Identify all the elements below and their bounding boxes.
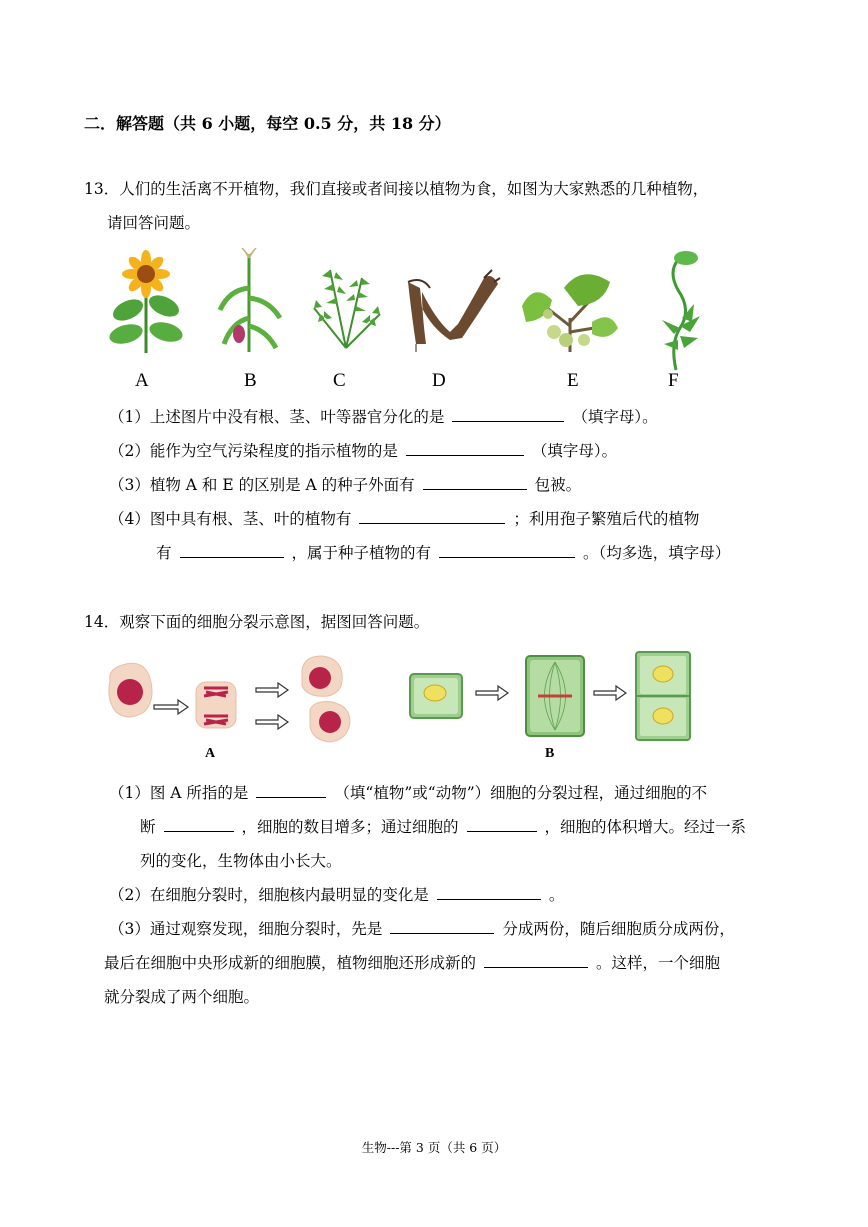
- q14-sub3-text2: 分成两份，随后细胞质分成两份，: [502, 920, 735, 938]
- q13-sub4-text3: 有: [156, 544, 172, 562]
- q14-sub3-line2: [104, 952, 720, 974]
- plant-e-ginkgo-image: [512, 248, 622, 358]
- q13-sub3-suffix: 包被。: [534, 476, 582, 494]
- q14-sub1-text4: ，细胞的数目增多；通过细胞的: [241, 818, 459, 836]
- q14-sub3-line1: [109, 918, 735, 940]
- q14-sub1-text: （1）图 A 所指的是: [109, 784, 249, 802]
- plant-label-a: A: [135, 370, 149, 391]
- q14-sub3-text3: 最后在细胞中央形成新的细胞膜，植物细胞还形成新的: [104, 954, 477, 972]
- q13-sub4-text2: ；利用孢子繁殖后代的植物: [513, 510, 700, 528]
- q13-sub3-blank[interactable]: [423, 474, 527, 490]
- q14-sub1-line2: [140, 816, 746, 838]
- q13-sub2-suffix: （填字母）。: [531, 442, 618, 460]
- plant-label-f: F: [668, 370, 679, 391]
- q13-sub1: [109, 406, 658, 428]
- figure-a-label: A: [205, 746, 216, 761]
- q13-sub1-blank[interactable]: [452, 406, 564, 422]
- q14-sub3-line3: 就分裂成了两个细胞。: [104, 988, 260, 1006]
- plant-cell-division-figure: [404, 648, 696, 744]
- q14-sub1-text2: （填“植物”或“动物”）细胞的分裂过程，通过细胞的不: [334, 784, 708, 802]
- q14-sub1-text3: 断: [140, 818, 156, 836]
- q13-sub3-text: （3）植物 A 和 E 的区别是 A 的种子外面有: [109, 476, 415, 494]
- q13-stem-line1: 13．人们的生活离不开植物，我们直接或者间接以植物为食，如图为大家熟悉的几种植物，: [84, 180, 709, 198]
- q13-stem-line2: 请回答问题。: [107, 214, 201, 232]
- plant-c-fern-image: [306, 248, 386, 358]
- q14-sub1-blank-growth[interactable]: [467, 816, 537, 832]
- plant-label-c: C: [333, 370, 346, 391]
- q14-sub3-text: （3）通过观察发现，细胞分裂时，先是: [109, 920, 383, 938]
- q13-sub4-text4: ，属于种子植物的有: [291, 544, 432, 562]
- q14-stem: 14．观察下面的细胞分裂示意图，据图回答问题。: [84, 613, 430, 631]
- plant-a-sunflower-image: [104, 248, 188, 358]
- figure-b-label: B: [545, 746, 555, 761]
- page-footer: 生物---第 3 页（共 6 页）: [361, 1140, 507, 1155]
- q13-sub4-blank-roots[interactable]: [359, 508, 505, 524]
- plant-d-seaweed-image: [402, 248, 502, 358]
- plant-label-b: B: [244, 370, 257, 391]
- plant-label-d: D: [432, 370, 446, 391]
- q13-sub4-blank-spore[interactable]: [180, 542, 284, 558]
- plant-f-sprout-image: [648, 248, 718, 372]
- q14-sub2-blank[interactable]: [437, 884, 541, 900]
- q13-sub1-text: （1）上述图片中没有根、茎、叶等器官分化的是: [109, 408, 445, 426]
- q14-sub1-line3: 列的变化，生物体由小长大。: [140, 852, 342, 870]
- q14-sub1-blank-type[interactable]: [256, 782, 326, 798]
- q14-sub3-blank-first[interactable]: [390, 918, 494, 934]
- q14-sub2-text: （2）在细胞分裂时，细胞核内最明显的变化是: [109, 886, 429, 904]
- plant-b-corn-image: [214, 248, 284, 358]
- q14-sub1-text5: ，细胞的体积增大。经过一系: [544, 818, 747, 836]
- q13-sub4-blank-seed[interactable]: [439, 542, 575, 558]
- q14-sub1-line1: [109, 782, 707, 804]
- q13-sub4-text5: 。（均多选，填字母）: [583, 544, 731, 562]
- q14-sub3-text4: 。这样，一个细胞: [596, 954, 721, 972]
- plant-label-e: E: [567, 370, 579, 391]
- q13-sub2: [109, 440, 617, 462]
- q14-sub1-blank-division[interactable]: [164, 816, 234, 832]
- q13-sub4-line2: [156, 542, 730, 564]
- section-heading: 二．解答题（共 6 小题，每空 0.5 分，共 18 分）: [84, 114, 451, 133]
- q14-sub2-suffix: 。: [548, 886, 565, 904]
- q14-sub2: [109, 884, 564, 906]
- q13-sub2-text: （2）能作为空气污染程度的指示植物的是: [109, 442, 398, 460]
- q13-sub1-suffix: （填字母）。: [572, 408, 658, 426]
- q13-sub4-text: （4）图中具有根、茎、叶的植物有: [109, 510, 352, 528]
- q13-sub4-line1: [109, 508, 699, 530]
- q14-sub3-blank-wall[interactable]: [484, 952, 588, 968]
- q13-sub2-blank[interactable]: [406, 440, 524, 456]
- q13-sub3: [109, 474, 581, 496]
- animal-cell-division-figure: [104, 650, 360, 746]
